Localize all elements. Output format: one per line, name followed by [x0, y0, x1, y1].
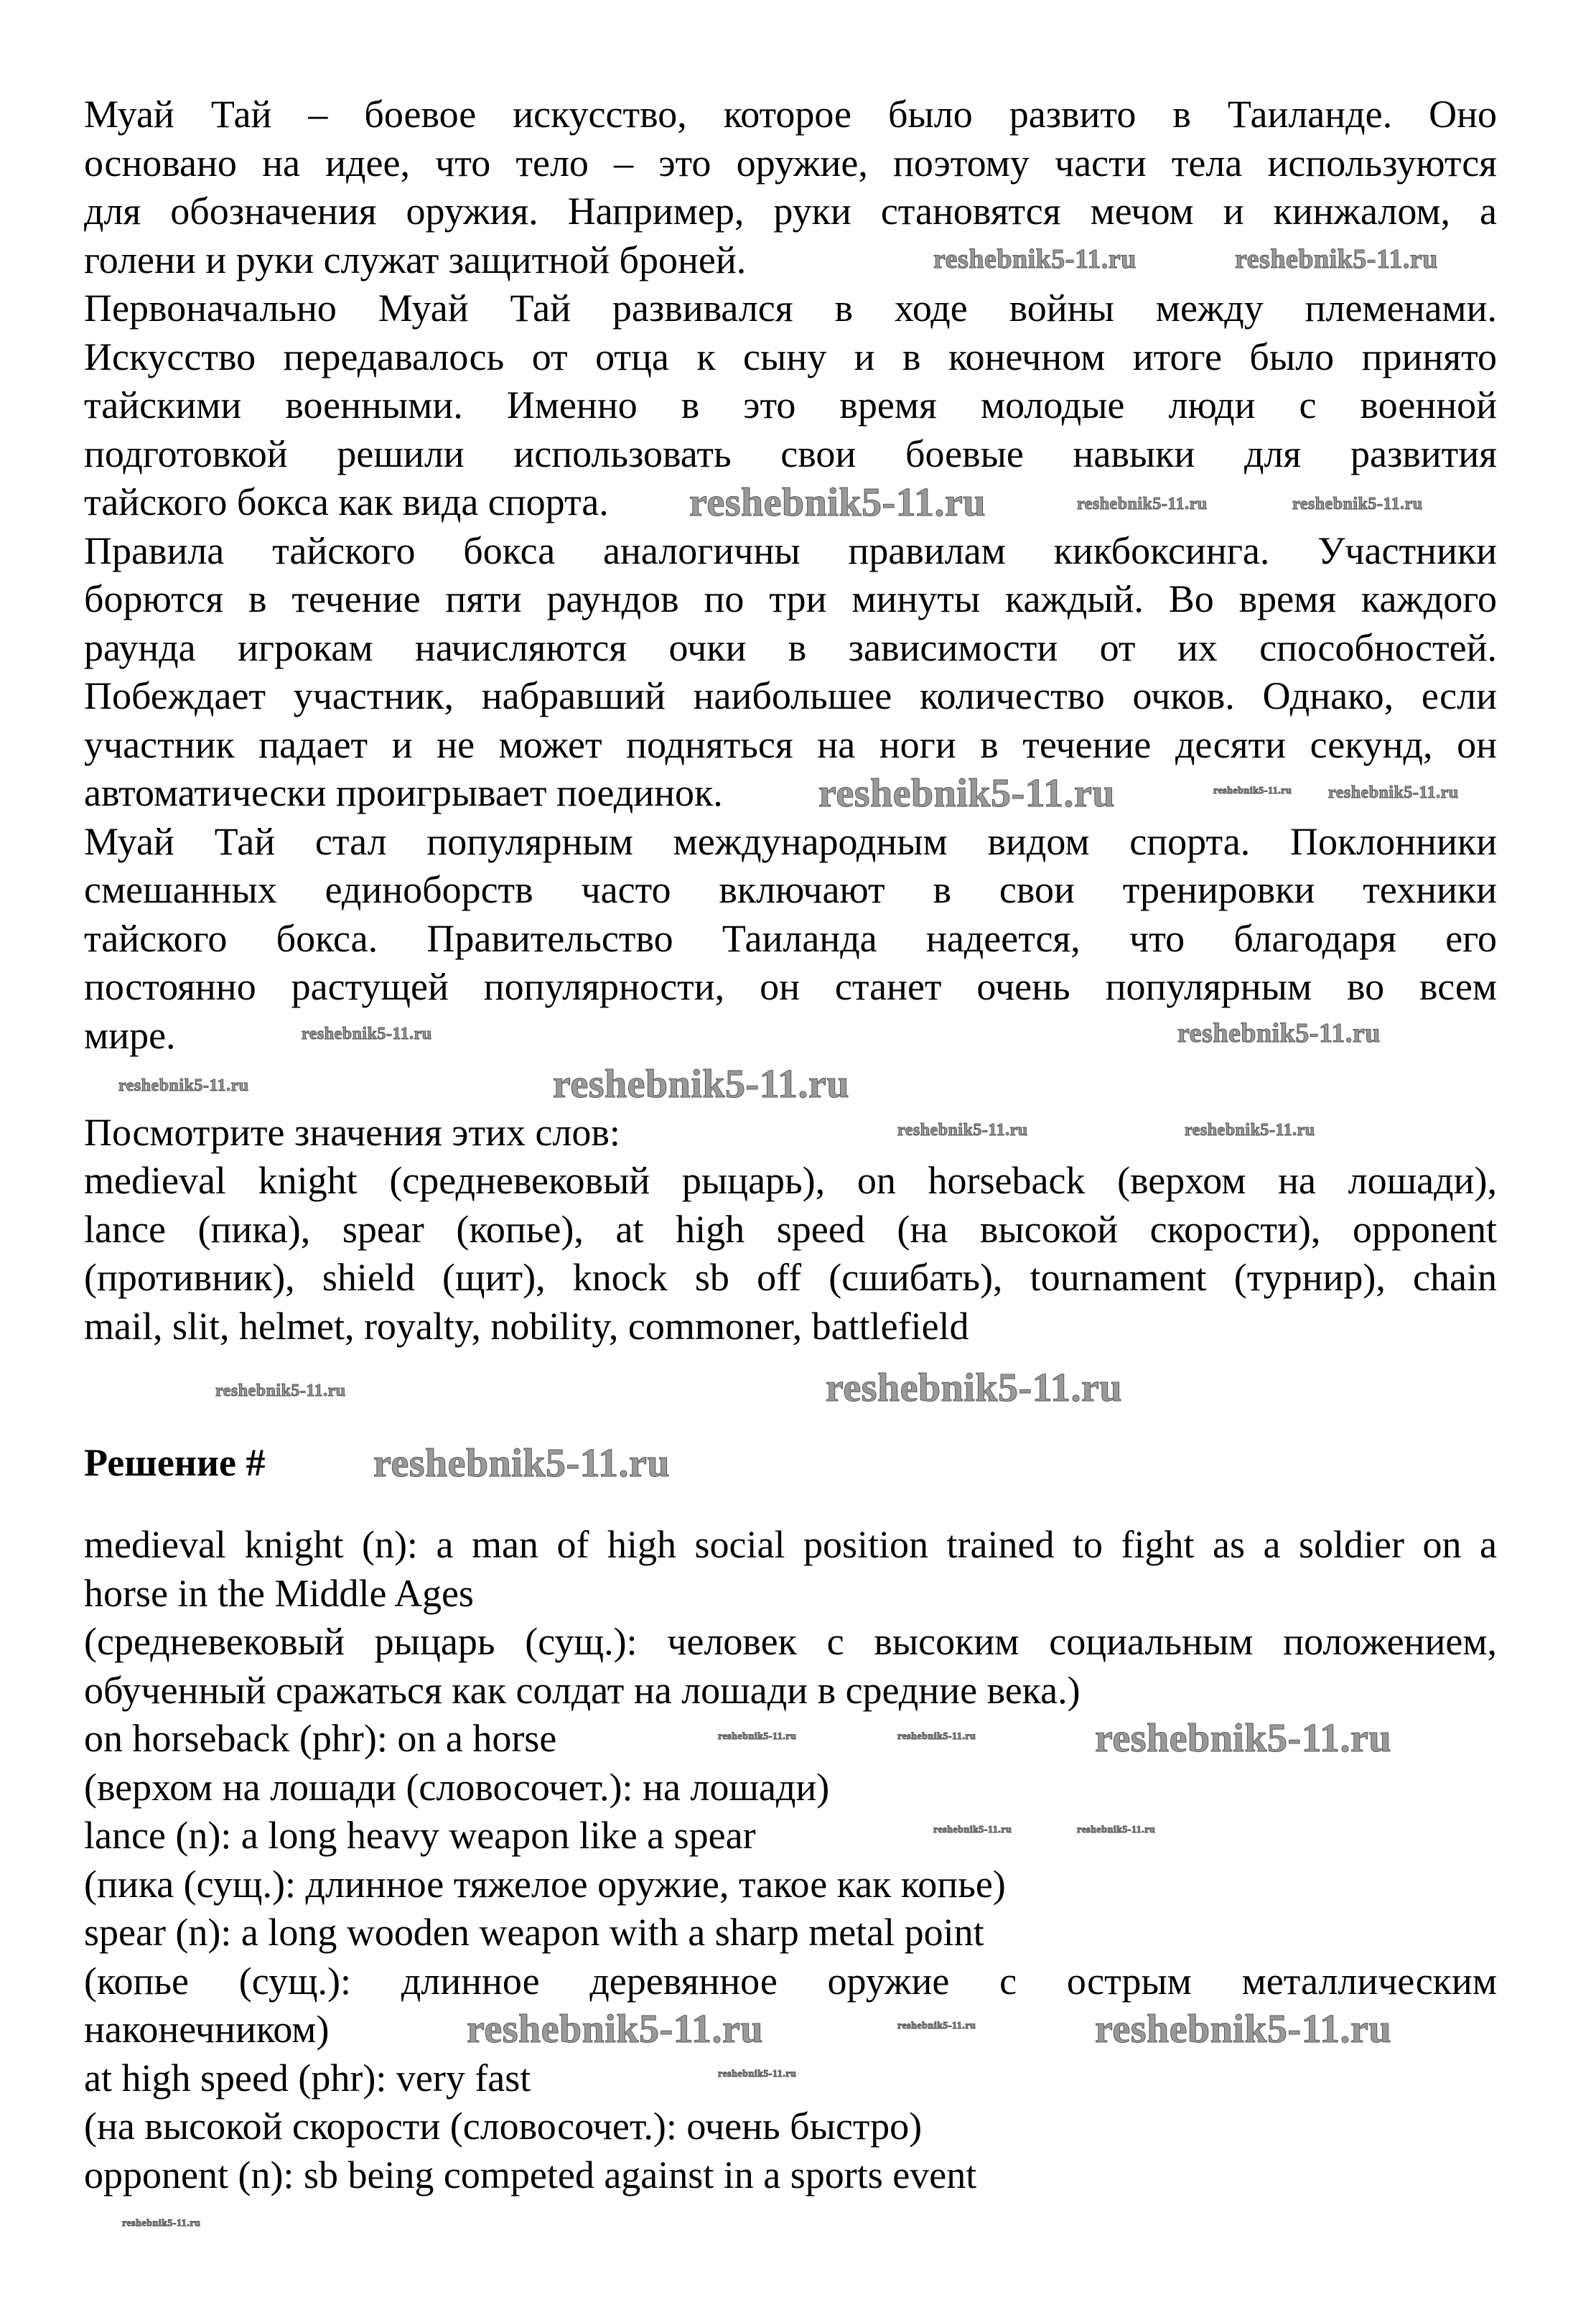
watermark: reshebnik5-11.ru [1213, 786, 1292, 796]
solution-line: at high speed (phr): very fast [84, 2056, 531, 2100]
watermark: reshebnik5-11.ru [1177, 1018, 1381, 1048]
watermark: reshebnik5-11.ru [373, 1441, 671, 1486]
watermark: reshebnik5-11.ru [933, 244, 1137, 274]
solution-line: (верхом на лошади (словосочет.): на лошади) [84, 1765, 830, 1809]
text-line: участник падает и не может подняться на ноги в течение десяти секунд, он [84, 722, 1497, 766]
solution-line: horse in the Middle Ages [84, 1571, 474, 1615]
text-line: тайского бокса как вида спорта. [84, 480, 609, 523]
watermark: reshebnik5-11.ru [122, 2218, 201, 2229]
text-line: постоянно растущей популярности, он станет очень популярным во всем [84, 965, 1497, 1008]
text-line: для обозначения оружия. Например, руки становятся мечом и кинжалом, а [84, 190, 1497, 233]
watermark: reshebnik5-11.ru [1095, 2007, 1392, 2051]
watermark: reshebnik5-11.ru [718, 1731, 797, 1742]
text-line: Посмотрите значения этих слов: [84, 1110, 620, 1154]
article-text [84, 90, 1497, 1351]
text-line: тайскими военными. Именно в это время молодые люди с военной [84, 383, 1497, 427]
watermark: reshebnik5-11.ru [1095, 1716, 1392, 1761]
solution-line: spear (n): a long wooden weapon with a sharp metal point [84, 1911, 984, 1954]
watermark: reshebnik5-11.ru [1077, 495, 1208, 513]
watermark: reshebnik5-11.ru [1328, 783, 1459, 802]
watermark: reshebnik5-11.ru [933, 1825, 1012, 1835]
solution-line: lance (n): a long heavy weapon like a spear [84, 1814, 756, 1857]
watermark: reshebnik5-11.ru [553, 1062, 850, 1107]
watermark: reshebnik5-11.ru [302, 1025, 432, 1043]
text-line: борются в течение пяти раундов по три минуты каждый. Во время каждого [84, 577, 1497, 620]
solution-line: (пика (сущ.): длинное тяжелое оружие, такое как копье) [84, 1862, 1006, 1906]
text-line: голени и руки служат защитной броней. [84, 238, 747, 281]
solution-heading-block [84, 1439, 1497, 1488]
solution-line: (копье (сущ.): длинное деревянное оружие с острым металлическим [84, 1959, 1497, 2003]
text-line: тайского бокса. Правительство Таиланда надеется, что благодаря его [84, 916, 1497, 960]
solution-line: (средневековый рыцарь (сущ.): человек с высоким социальным положением, [84, 1620, 1497, 1663]
watermark: reshebnik5-11.ru [467, 2007, 764, 2051]
watermark: reshebnik5-11.ru [1292, 495, 1423, 513]
text-line: мире. [84, 1013, 176, 1057]
text-line: medieval knight (средневековый рыцарь), on horseback (верхом на лошади), [84, 1159, 1497, 1202]
text-line: подготовкой решили использовать свои боевые навыки для развития [84, 432, 1497, 475]
text-line: Искусство передавалось от отца к сыну и в конечном итоге было принято [84, 335, 1497, 378]
text-line: Правила тайского бокса аналогичны правилам кикбоксинга. Участники [84, 528, 1497, 572]
watermark: reshebnik5-11.ru [215, 1382, 346, 1400]
text-line: (противник), shield (щит), knock sb off (сшибать), tournament (турнир), chain [84, 1256, 1497, 1299]
watermark: reshebnik5-11.ru [1235, 244, 1438, 274]
text-line: lance (пика), spear (копье), at high speed (на высокой скорости), opponent [84, 1207, 1497, 1251]
solution-line: обученный сражаться как солдат на лошади в средние века.) [84, 1668, 1081, 1712]
text-line: смешанных единоборств часто включают в свои тренировки техники [84, 868, 1497, 911]
watermark: reshebnik5-11.ru [897, 2021, 976, 2031]
text-line: автоматически проигрывает поединок. [84, 771, 723, 814]
watermark: reshebnik5-11.ru [1185, 1121, 1315, 1140]
text-line: mail, slit, helmet, royalty, nobility, commoner, battlefield [84, 1304, 969, 1348]
text-line: Первоначально Муай Тай развивался в ходе войны между племенами. [84, 286, 1497, 330]
text-line: Муай Тай стал популярным международным видом спорта. Поклонники [84, 819, 1497, 863]
solution-line: наконечником) [84, 2008, 330, 2051]
watermark: reshebnik5-11.ru [818, 771, 1116, 816]
solution-heading: Решение # [84, 1441, 266, 1484]
solution-line: medieval knight (n): a man of high social position trained to fight as a soldier on a [84, 1523, 1497, 1566]
solution-line: opponent (n): sb being competed against in a sports event [84, 2153, 977, 2196]
solution-text [84, 1521, 1497, 2199]
watermark: reshebnik5-11.ru [897, 1121, 1028, 1140]
watermark: reshebnik5-11.ru [689, 480, 986, 525]
text-line: Побеждает участник, набравший наибольшее количество очков. Однако, если [84, 674, 1497, 717]
text-line: основано на идее, что тело – это оружие, поэтому части тела используются [84, 141, 1497, 185]
solution-line: (на высокой скорости (словосочет.): очень быстро) [84, 2105, 923, 2148]
watermark: reshebnik5-11.ru [897, 1731, 976, 1742]
solution-line: on horseback (phr): on a horse [84, 1717, 557, 1760]
text-line: раунда игрокам начисляются очки в зависимости от их способностей. [84, 625, 1497, 669]
watermark: reshebnik5-11.ru [1077, 1825, 1156, 1835]
watermark: reshebnik5-11.ru [118, 1076, 249, 1095]
watermark: reshebnik5-11.ru [826, 1366, 1123, 1410]
text-line: Муай Тай – боевое искусство, которое было развито в Таиланде. Оно [84, 93, 1497, 136]
watermark: reshebnik5-11.ru [718, 2069, 797, 2079]
